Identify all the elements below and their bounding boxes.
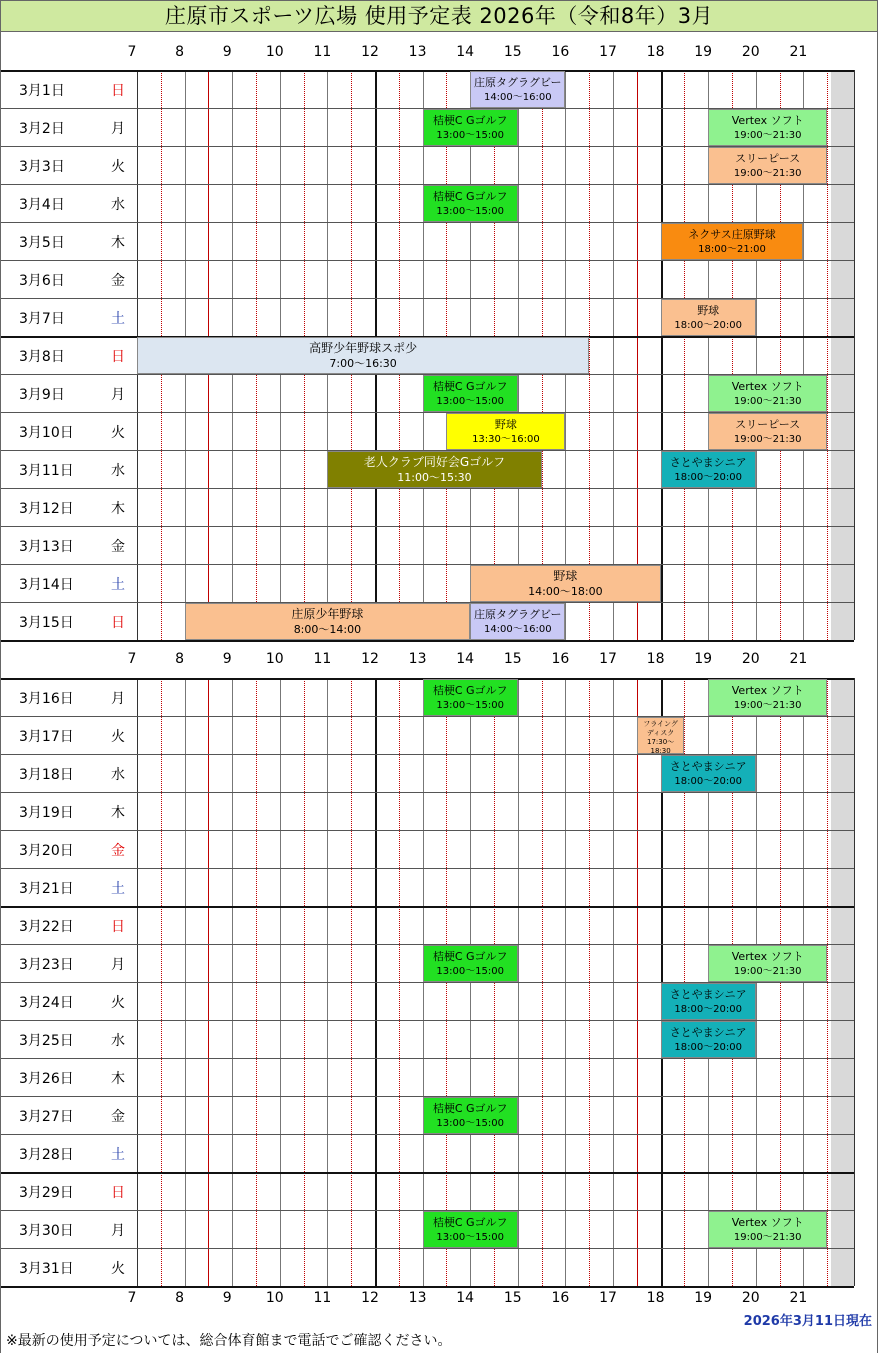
reservation-name: 野球 <box>697 304 720 317</box>
reservation-time: 18:00～20:00 <box>674 320 742 331</box>
row-divider <box>1 868 854 869</box>
hour-label: 10 <box>265 651 284 667</box>
day-weekday: 火 <box>111 1261 125 1277</box>
day-cell <box>1 574 136 592</box>
row-divider <box>1 260 854 261</box>
reservation-time: 19:00～21:30 <box>733 396 802 407</box>
day-date: 3月21日 <box>19 881 74 897</box>
day-date: 3月26日 <box>19 1071 74 1087</box>
day-cell <box>1 1258 136 1276</box>
hour-label: 12 <box>361 1290 379 1306</box>
reservation-name: さとやまシニア <box>669 456 747 469</box>
reservation-time: 13:00～15:00 <box>436 130 504 141</box>
day-date: 3月27日 <box>19 1109 74 1125</box>
day-date: 3月23日 <box>19 957 74 973</box>
day-weekday: 火 <box>111 729 125 745</box>
day-cell <box>1 1068 136 1086</box>
reservation-name: 桔梗C Gゴルフ <box>432 1102 508 1115</box>
day-weekday: 火 <box>111 159 125 175</box>
day-weekday: 水 <box>111 197 125 213</box>
day-cell <box>1 726 136 744</box>
day-date: 3月12日 <box>19 501 74 517</box>
day-weekday: 日 <box>111 349 125 365</box>
day-date: 3月3日 <box>19 159 65 175</box>
day-cell <box>1 612 136 630</box>
hour-label: 18 <box>646 651 665 667</box>
day-cell <box>1 1182 136 1200</box>
reservation-time: 19:00～21:30 <box>733 434 802 445</box>
hour-gridline <box>589 70 590 640</box>
row-divider <box>1 640 854 642</box>
hour-label: 14 <box>456 1290 475 1306</box>
reservation-block[interactable] <box>423 945 518 982</box>
reservation-time: 14:00～16:00 <box>483 92 552 103</box>
reservation-time: 19:00～21:30 <box>733 130 802 141</box>
hour-gridline <box>613 70 614 640</box>
day-cell <box>1 384 136 402</box>
day-weekday: 月 <box>111 957 125 973</box>
reservation-name: 老人クラブ同好会Gゴルフ <box>363 455 506 469</box>
reservation-block[interactable] <box>708 109 827 146</box>
day-weekday: 日 <box>111 83 125 99</box>
reservation-name: フライング <box>643 720 678 728</box>
hour-label: 15 <box>503 44 522 60</box>
day-cell <box>1 156 136 174</box>
day-cell <box>1 232 136 250</box>
hour-gridline <box>637 70 638 640</box>
hour-label: 9 <box>222 1290 232 1306</box>
reservation-block[interactable] <box>661 755 756 792</box>
reservation-time: 13:00～15:00 <box>436 966 504 977</box>
row-divider <box>1 526 854 527</box>
hour-label: 8 <box>175 651 185 667</box>
day-date: 3月5日 <box>19 235 65 251</box>
reservation-name: 桔梗C Gゴルフ <box>432 380 508 393</box>
reservation-block[interactable] <box>708 375 827 412</box>
reservation-block[interactable] <box>708 679 827 716</box>
hour-label: 17 <box>599 651 617 667</box>
day-cell <box>1 80 136 98</box>
hour-label: 21 <box>789 1290 808 1306</box>
day-cell <box>1 422 136 440</box>
day-cell <box>1 764 136 782</box>
hour-label: 19 <box>694 44 713 60</box>
hour-label: 13 <box>408 651 427 667</box>
grid-right-border <box>854 70 855 640</box>
reservation-block[interactable] <box>423 1211 518 1248</box>
reservation-block[interactable] <box>661 299 756 336</box>
reservation-name: 桔梗C Gゴルフ <box>432 950 508 963</box>
reservation-name: 高野少年野球スポ少 <box>309 341 418 355</box>
reservation-time: 13:00～15:00 <box>436 206 504 217</box>
day-cell <box>1 1220 136 1238</box>
day-weekday: 日 <box>111 919 125 935</box>
day-cell <box>1 688 136 706</box>
reservation-name: 庄原少年野球 <box>291 607 364 621</box>
day-cell <box>1 954 136 972</box>
reservation-block[interactable] <box>661 451 756 488</box>
day-weekday: 金 <box>111 273 125 289</box>
hour-label: 7 <box>127 1290 137 1306</box>
hour-label: 17 <box>599 44 617 60</box>
day-weekday: 火 <box>111 995 125 1011</box>
grid-right-border <box>854 678 855 1286</box>
reservation-name: 庄原タグラグビー <box>474 76 562 89</box>
reservation-time: 13:30～16:00 <box>472 434 540 445</box>
row-divider <box>1 830 854 831</box>
reservation-block[interactable] <box>470 71 565 108</box>
reservation-block[interactable] <box>661 983 756 1020</box>
reservation-time: 18:00～20:00 <box>674 1042 742 1053</box>
reservation-time: 18:00～20:00 <box>674 472 742 483</box>
reservation-time: 14:00～18:00 <box>528 585 603 598</box>
day-date: 3月1日 <box>19 83 65 99</box>
hour-label: 16 <box>551 1290 570 1306</box>
reservation-block[interactable] <box>637 717 685 754</box>
hour-gridline <box>827 70 828 640</box>
hour-label: 11 <box>313 1290 332 1306</box>
reservation-block[interactable] <box>470 565 660 602</box>
day-date: 3月30日 <box>19 1223 74 1239</box>
hour-label: 11 <box>313 651 332 667</box>
day-weekday: 土 <box>111 577 125 593</box>
row-divider <box>1 564 854 565</box>
day-cell <box>1 308 136 326</box>
day-weekday: 水 <box>111 463 125 479</box>
closed-zone <box>831 70 854 640</box>
day-date: 3月11日 <box>19 463 74 479</box>
day-date: 3月14日 <box>19 577 74 593</box>
day-date: 3月18日 <box>19 767 74 783</box>
reservation-time: 18:00～21:00 <box>698 244 766 255</box>
day-weekday: 日 <box>111 1185 125 1201</box>
day-weekday: 金 <box>111 539 125 555</box>
day-date: 3月22日 <box>19 919 74 935</box>
reservation-block[interactable] <box>661 223 804 260</box>
reservation-name: 桔梗C Gゴルフ <box>432 114 508 127</box>
hour-label: 18 <box>646 1290 665 1306</box>
reservation-name: スリーピース <box>735 152 801 165</box>
hour-label: 12 <box>361 44 379 60</box>
reservation-name: Vertex ソフト <box>731 684 804 697</box>
hour-label: 15 <box>503 1290 522 1306</box>
reservation-block[interactable] <box>423 109 518 146</box>
hour-label: 10 <box>265 1290 284 1306</box>
reservation-block[interactable] <box>137 337 589 374</box>
hour-label: 11 <box>313 44 332 60</box>
reservation-time: 17:30～18:30 <box>647 738 675 754</box>
day-date: 3月7日 <box>19 311 65 327</box>
reservation-time: 18:00～20:00 <box>674 776 742 787</box>
reservation-time: 19:00～21:30 <box>733 1232 802 1243</box>
reservation-name: Vertex ソフト <box>731 380 804 393</box>
day-cell <box>1 536 136 554</box>
hour-label: 19 <box>694 1290 713 1306</box>
hour-label: 8 <box>175 1290 185 1306</box>
footer-note: ※最新の使用予定については、総合体育館まで電話でご確認ください。 <box>6 1333 452 1349</box>
day-weekday: 木 <box>111 235 125 251</box>
day-date: 3月24日 <box>19 995 74 1011</box>
hour-label: 8 <box>175 44 185 60</box>
day-date: 3月17日 <box>19 729 74 745</box>
day-weekday: 日 <box>111 615 125 631</box>
hour-label: 19 <box>694 651 713 667</box>
hour-label: 18 <box>646 44 665 60</box>
hour-label: 21 <box>789 44 808 60</box>
reservation-time: 11:00～15:30 <box>397 471 472 484</box>
reservation-block[interactable] <box>470 603 565 640</box>
row-divider <box>1 716 854 717</box>
reservation-name: Vertex ソフト <box>731 1216 804 1229</box>
reservation-block[interactable] <box>708 945 827 982</box>
reservation-block[interactable] <box>661 1021 756 1058</box>
day-cell <box>1 270 136 288</box>
day-weekday: 月 <box>111 121 125 137</box>
as-of-date: 2026年3月11日現在 <box>743 1314 872 1329</box>
day-date: 3月9日 <box>19 387 65 403</box>
day-date: 3月8日 <box>19 349 65 365</box>
reservation-block[interactable] <box>327 451 541 488</box>
day-weekday: 金 <box>111 1109 125 1125</box>
reservation-name: Vertex ソフト <box>731 950 804 963</box>
day-date: 3月20日 <box>19 843 74 859</box>
reservation-name: 桔梗C Gゴルフ <box>432 684 508 697</box>
hour-label: 14 <box>456 651 475 667</box>
day-date: 3月6日 <box>19 273 65 289</box>
day-cell <box>1 1030 136 1048</box>
day-weekday: 木 <box>111 805 125 821</box>
reservation-time: 13:00～15:00 <box>436 1118 504 1129</box>
hour-label: 20 <box>741 1290 760 1306</box>
reservation-block[interactable] <box>708 413 827 450</box>
hour-label: 17 <box>599 1290 617 1306</box>
hour-label: 16 <box>551 651 570 667</box>
reservation-block[interactable] <box>423 1097 518 1134</box>
row-divider <box>1 792 854 793</box>
reservation-name: 桔梗C Gゴルフ <box>432 1216 508 1229</box>
day-cell <box>1 878 136 896</box>
reservation-time: 18:00～20:00 <box>674 1004 742 1015</box>
reservation-time: 19:00～21:30 <box>733 700 802 711</box>
reservation-name: さとやまシニア <box>669 1026 747 1039</box>
reservation-name: 野球 <box>494 418 517 431</box>
reservation-block[interactable] <box>446 413 565 450</box>
day-cell <box>1 118 136 136</box>
day-date: 3月16日 <box>19 691 74 707</box>
day-date: 3月25日 <box>19 1033 74 1049</box>
day-date: 3月15日 <box>19 615 74 631</box>
day-cell <box>1 992 136 1010</box>
day-weekday: 土 <box>111 881 125 897</box>
day-date: 3月31日 <box>19 1261 74 1277</box>
reservation-block[interactable] <box>423 375 518 412</box>
reservation-block[interactable] <box>708 147 827 184</box>
reservation-name-line2: ディスク <box>646 729 675 737</box>
day-date: 3月19日 <box>19 805 74 821</box>
day-cell <box>1 802 136 820</box>
row-divider <box>1 906 854 908</box>
day-cell <box>1 460 136 478</box>
hour-label: 20 <box>741 651 760 667</box>
row-divider <box>1 1248 854 1249</box>
hour-gridline <box>661 70 663 640</box>
reservation-time: 19:00～21:30 <box>733 966 802 977</box>
reservation-name: Vertex ソフト <box>731 114 804 127</box>
hour-gridline <box>684 70 685 640</box>
day-weekday: 月 <box>111 387 125 403</box>
reservation-name: さとやまシニア <box>669 988 747 1001</box>
reservation-name: 庄原タグラグビー <box>474 608 562 621</box>
day-date: 3月10日 <box>19 425 74 441</box>
row-divider <box>1 1172 854 1174</box>
page-title: 庄原市スポーツ広場 使用予定表 2026年（令和8年）3月 <box>0 0 878 32</box>
reservation-time: 14:00～16:00 <box>483 624 552 635</box>
row-divider <box>1 488 854 489</box>
day-cell <box>1 1144 136 1162</box>
day-weekday: 月 <box>111 1223 125 1239</box>
reservation-name: さとやまシニア <box>669 760 747 773</box>
reservation-time: 13:00～15:00 <box>436 700 504 711</box>
reservation-block[interactable] <box>423 679 518 716</box>
day-date: 3月4日 <box>19 197 65 213</box>
reservation-time: 13:00～15:00 <box>436 396 504 407</box>
hour-label: 20 <box>741 44 760 60</box>
reservation-name: 野球 <box>553 569 578 583</box>
row-divider <box>1 1134 854 1135</box>
hour-label: 13 <box>408 1290 427 1306</box>
day-cell <box>1 498 136 516</box>
day-weekday: 木 <box>111 1071 125 1087</box>
reservation-block[interactable] <box>708 1211 827 1248</box>
hour-label: 13 <box>408 44 427 60</box>
reservation-name: 桔梗C Gゴルフ <box>432 190 508 203</box>
reservation-name: ネクサス庄原野球 <box>688 228 776 241</box>
reservation-time: 19:00～21:30 <box>733 168 802 179</box>
day-date: 3月13日 <box>19 539 74 555</box>
day-weekday: 水 <box>111 767 125 783</box>
day-date: 3月28日 <box>19 1147 74 1163</box>
day-weekday: 木 <box>111 501 125 517</box>
day-cell <box>1 916 136 934</box>
hour-label: 7 <box>127 651 137 667</box>
hour-label: 21 <box>789 651 808 667</box>
day-cell <box>1 194 136 212</box>
day-weekday: 金 <box>111 843 125 859</box>
day-weekday: 水 <box>111 1033 125 1049</box>
hour-label: 12 <box>361 651 379 667</box>
row-divider <box>1 70 854 72</box>
reservation-block[interactable] <box>423 185 518 222</box>
hour-label: 16 <box>551 44 570 60</box>
hour-label: 15 <box>503 651 522 667</box>
day-weekday: 土 <box>111 311 125 327</box>
reservation-name: スリーピース <box>735 418 801 431</box>
day-weekday: 土 <box>111 1147 125 1163</box>
day-weekday: 月 <box>111 691 125 707</box>
reservation-time: 8:00～14:00 <box>293 623 362 636</box>
row-divider <box>1 1286 854 1288</box>
row-divider <box>1 1058 854 1059</box>
day-cell <box>1 346 136 364</box>
hour-label: 10 <box>265 44 284 60</box>
reservation-block[interactable] <box>185 603 471 640</box>
hour-label: 7 <box>127 44 137 60</box>
reservation-time: 13:00～15:00 <box>436 1232 504 1243</box>
hour-label: 9 <box>222 44 232 60</box>
reservation-time: 7:00～16:30 <box>329 357 397 370</box>
day-cell <box>1 840 136 858</box>
day-cell <box>1 1106 136 1124</box>
day-weekday: 火 <box>111 425 125 441</box>
day-date: 3月2日 <box>19 121 65 137</box>
day-date: 3月29日 <box>19 1185 74 1201</box>
hour-label: 14 <box>456 44 475 60</box>
hour-label: 9 <box>222 651 232 667</box>
